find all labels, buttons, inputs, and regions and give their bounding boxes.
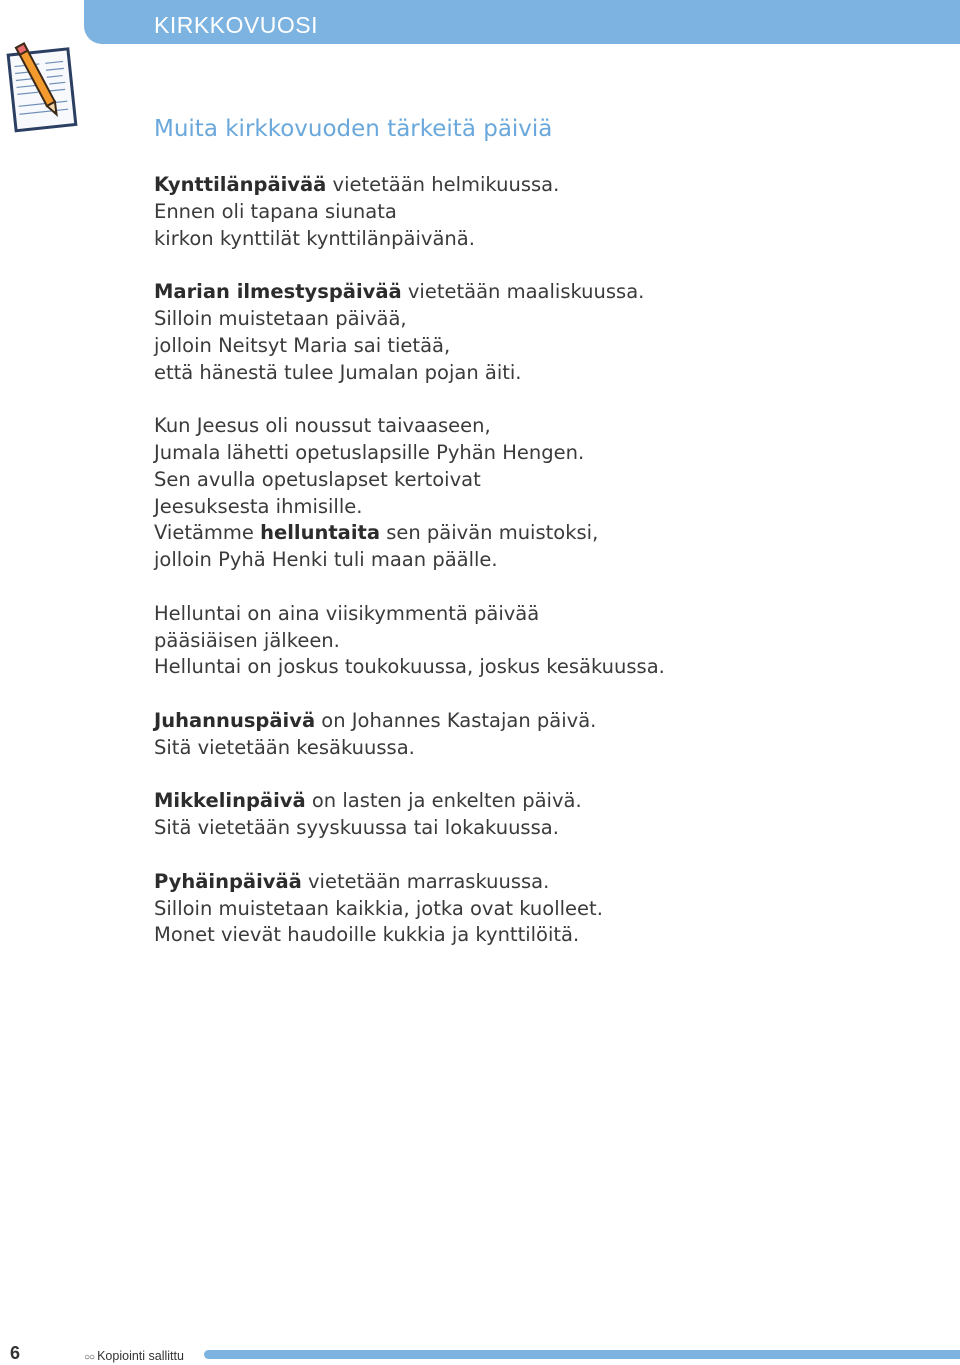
text-line bbox=[154, 306, 914, 333]
text-line bbox=[154, 601, 914, 628]
line-text: Silloin muistetaan kaikkia, jotka ovat kuolleet. bbox=[154, 896, 603, 920]
header-bar bbox=[84, 0, 960, 44]
line-text: Monet vievät haudoille kukkia ja kynttilöitä. bbox=[154, 923, 580, 947]
line-text: Kun Jeesus oli noussut taivaaseen, bbox=[154, 414, 491, 438]
line-text: Jumala lähetti opetuslapsille Pyhän Hengen. bbox=[154, 440, 585, 464]
line-text: vietetään marraskuussa. bbox=[301, 869, 550, 893]
copy-permission-label: Kopiointi sallittu bbox=[97, 1349, 184, 1363]
copy-permission-note bbox=[84, 1349, 184, 1363]
holiday-name: Marian ilmestyspäivää bbox=[154, 280, 402, 304]
paragraph bbox=[154, 279, 914, 386]
text-line bbox=[154, 735, 914, 762]
line-text: vietetään maaliskuussa. bbox=[401, 280, 645, 304]
paragraph bbox=[154, 708, 914, 762]
text-line bbox=[154, 922, 914, 949]
text-line bbox=[154, 628, 914, 655]
holiday-name: Kynttilänpäivää bbox=[154, 173, 327, 196]
line-text: on Johannes Kastajan päivä. bbox=[315, 708, 597, 732]
text-line bbox=[154, 520, 914, 547]
footer-bar bbox=[204, 1350, 960, 1359]
line-text: Helluntai on aina viisikymmentä päivää bbox=[154, 601, 540, 625]
line-text: Sitä vietetään syyskuussa tai lokakuussa. bbox=[154, 816, 559, 840]
line-text: sen päivän muistoksi, bbox=[380, 521, 599, 545]
holiday-name: helluntaita bbox=[260, 521, 380, 545]
line-text: vietetään helmikuussa. bbox=[326, 173, 560, 196]
line-text: Ennen oli tapana siunata bbox=[154, 199, 397, 223]
notepad-pencil-icon bbox=[2, 38, 80, 136]
page-number: 6 bbox=[10, 1343, 21, 1363]
text-line bbox=[154, 547, 914, 574]
line-text: että hänestä tulee Jumalan pojan äiti. bbox=[154, 360, 522, 384]
text-line bbox=[154, 654, 914, 681]
paragraph bbox=[154, 788, 914, 842]
paragraph bbox=[154, 869, 914, 949]
line-lead-text: Vietämme bbox=[154, 521, 261, 545]
line-text: pääsiäisen jälkeen. bbox=[154, 628, 340, 652]
line-text: on lasten ja enkelten päivä. bbox=[305, 789, 582, 813]
text-line bbox=[154, 708, 914, 735]
circles-icon: ○○ bbox=[84, 1352, 95, 1363]
line-text: Jeesuksesta ihmisille. bbox=[154, 494, 363, 518]
line-text: Sitä vietetään kesäkuussa. bbox=[154, 735, 415, 759]
text-line bbox=[154, 815, 914, 842]
text-line bbox=[154, 172, 914, 199]
holiday-name: Juhannuspäivä bbox=[154, 708, 316, 732]
line-text: jolloin Pyhä Henki tuli maan päälle. bbox=[154, 548, 498, 572]
text-line bbox=[154, 467, 914, 494]
text-line bbox=[154, 413, 914, 440]
paragraph bbox=[154, 601, 914, 681]
text-line bbox=[154, 440, 914, 467]
text-line bbox=[154, 788, 914, 815]
paragraph bbox=[154, 413, 914, 574]
chapter-title: KIRKKOVUOSI bbox=[154, 12, 318, 38]
line-text: kirkon kynttilät kynttilänpäivänä. bbox=[154, 226, 475, 250]
text-line bbox=[154, 226, 914, 253]
holiday-name: Pyhäinpäivää bbox=[154, 869, 302, 893]
text-line bbox=[154, 360, 914, 387]
text-line bbox=[154, 199, 914, 226]
text-line bbox=[154, 494, 914, 521]
text-line bbox=[154, 869, 914, 896]
line-text: Helluntai on joskus toukokuussa, joskus kesäkuussa. bbox=[154, 655, 665, 679]
text-line bbox=[154, 279, 914, 306]
section-title: Muita kirkkovuoden tärkeitä päiviä bbox=[154, 116, 553, 142]
body-text bbox=[154, 172, 914, 976]
paragraph bbox=[154, 172, 914, 252]
text-line bbox=[154, 333, 914, 360]
text-line bbox=[154, 896, 914, 923]
line-text: Sen avulla opetuslapset kertoivat bbox=[154, 467, 481, 491]
line-text: Silloin muistetaan päivää, bbox=[154, 306, 407, 330]
holiday-name: Mikkelinpäivä bbox=[154, 789, 306, 813]
line-text: jolloin Neitsyt Maria sai tietää, bbox=[154, 333, 451, 357]
